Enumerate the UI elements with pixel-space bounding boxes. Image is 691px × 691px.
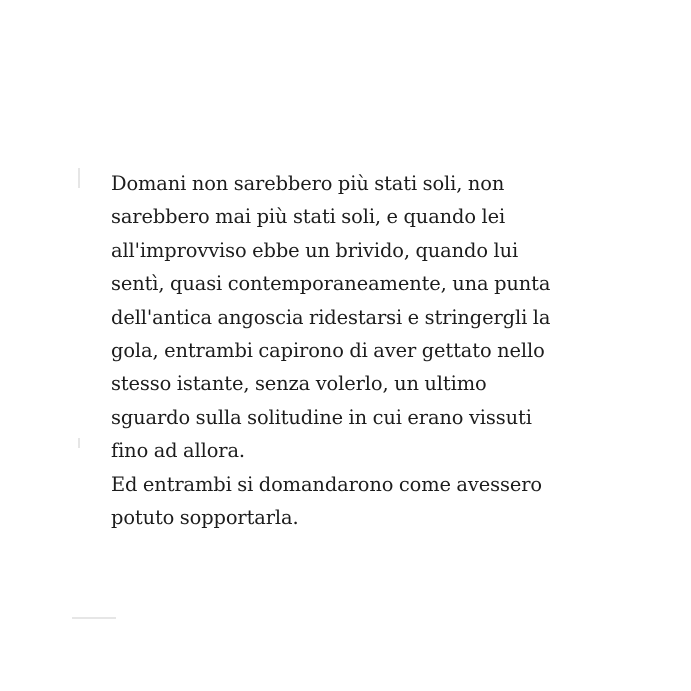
quote-line: stesso istante, senza volerlo, un ultimo (111, 372, 487, 396)
quote-line: fino ad allora. (111, 439, 245, 463)
margin-mark-top (78, 168, 80, 188)
quote-line: gola, entrambi capirono di aver gettato nello (111, 339, 545, 363)
margin-mark-middle (78, 438, 80, 448)
quote-line: sguardo sulla solitudine in cui erano vissuti (111, 405, 532, 429)
quote-line: Ed entrambi si domandarono come avessero (111, 472, 542, 496)
quote-text (111, 167, 631, 534)
quote-line: potuto sopportarla. (111, 506, 299, 530)
quote-line: Domani non sarebbero più stati soli, non (111, 172, 505, 195)
quote-line: sentì, quasi contemporaneamente, una punta (111, 272, 551, 296)
quote-line: sarebbero mai più stati soli, e quando lei (111, 205, 506, 229)
quote-line: dell'antica angoscia ridestarsi e stringergli la (111, 305, 551, 329)
margin-mark-bottom (72, 617, 116, 619)
quote-line: all'improvviso ebbe un brivido, quando lui (111, 238, 519, 262)
